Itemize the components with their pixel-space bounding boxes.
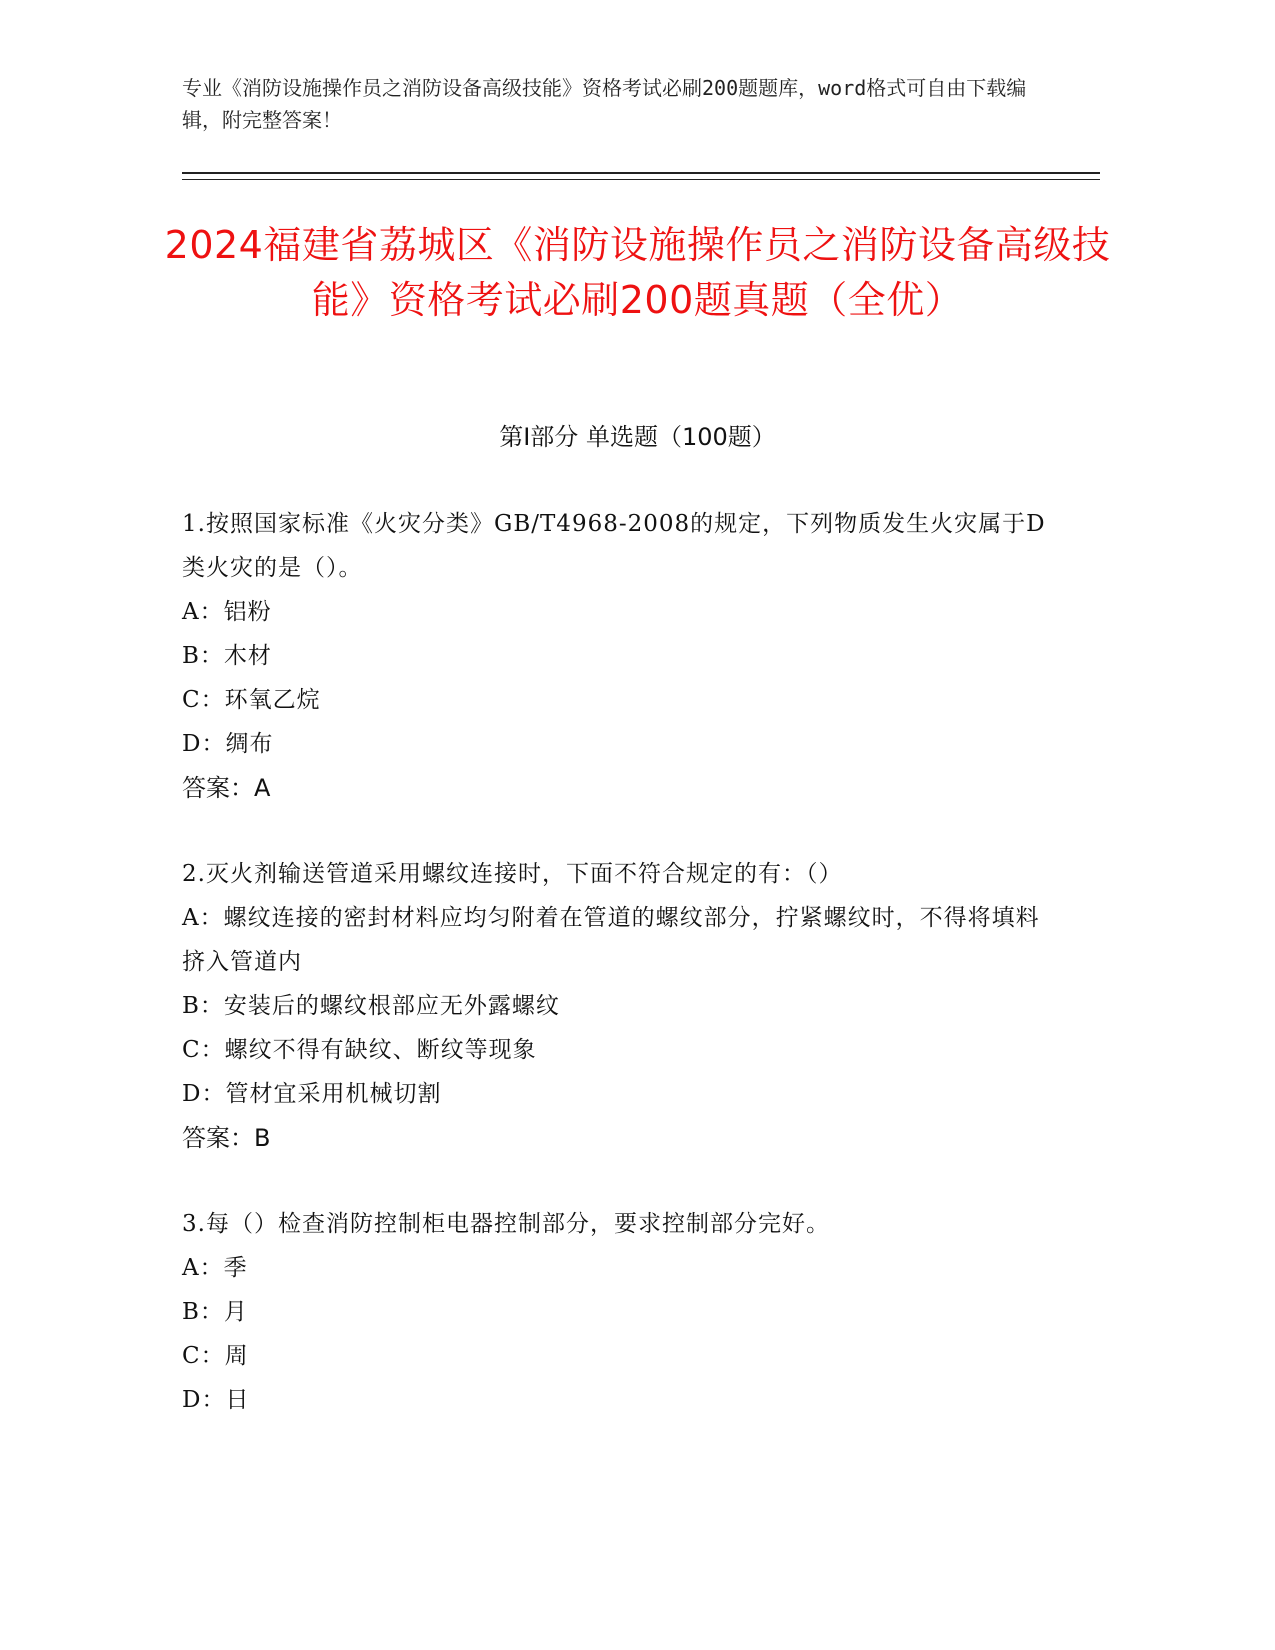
option-c: C：环氧乙烷 xyxy=(182,687,321,713)
option-d: D：绸布 xyxy=(182,731,274,757)
option-b: B：木材 xyxy=(182,643,272,669)
question-3 xyxy=(182,1202,1062,1422)
option-c: C：螺纹不得有缺纹、断纹等现象 xyxy=(182,1037,537,1063)
option-a: A：铝粉 xyxy=(182,599,272,625)
question-stem: 3.每（）检查消防控制柜电器控制部分，要求控制部分完好。 xyxy=(182,1211,830,1237)
header-divider-thick xyxy=(182,172,1100,174)
option-d: D：管材宜采用机械切割 xyxy=(182,1081,442,1107)
option-c: C：周 xyxy=(182,1343,249,1369)
answer-label: 答案：A xyxy=(182,774,271,802)
question-2 xyxy=(182,852,1062,1160)
answer-label: 答案：B xyxy=(182,1124,271,1152)
option-b: B：安装后的螺纹根部应无外露螺纹 xyxy=(182,993,560,1019)
option-a: A：螺纹连接的密封材料应均匀附着在管道的螺纹部分，拧紧螺纹时，不得将填料挤入管道内 xyxy=(182,905,1040,975)
question-1 xyxy=(182,502,1062,810)
section-heading: 第Ⅰ部分 单选题（100题） xyxy=(499,423,776,451)
question-stem: 1.按照国家标准《火灾分类》GB/T4968-2008的规定，下列物质发生火灾属于D类火灾的是（）。 xyxy=(182,511,1046,581)
header-note: 专业《消防设施操作员之消防设备高级技能》资格考试必刷200题题库，word格式可自由下载编辑，附完整答案！ xyxy=(182,76,1027,132)
option-a: A：季 xyxy=(182,1255,248,1281)
option-d: D：日 xyxy=(182,1387,250,1413)
question-stem: 2.灭火剂输送管道采用螺纹连接时，下面不符合规定的有：（） xyxy=(182,861,843,887)
header-divider-thin xyxy=(182,179,1100,180)
document-title: 2024福建省荔城区《消防设施操作员之消防设备高级技能》资格考试必刷200题真题（全优） xyxy=(164,223,1111,322)
option-b: B：月 xyxy=(182,1299,248,1325)
question-list xyxy=(182,502,1062,1464)
